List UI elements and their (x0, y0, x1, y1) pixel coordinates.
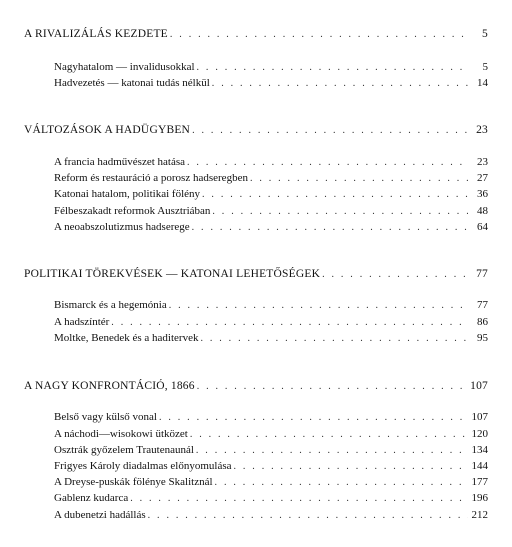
entry-title: A hadszíntér (54, 316, 110, 328)
dot-leader (190, 429, 468, 441)
chapter-page-number: 23 (476, 124, 488, 136)
entry-page-number: 77 (477, 299, 488, 311)
entry-page-number: 134 (471, 444, 488, 456)
toc-entry (54, 76, 488, 90)
toc-entry (54, 491, 488, 505)
entry-page-number: 212 (471, 509, 488, 521)
entry-page-number: 196 (471, 492, 488, 504)
chapter-title: A RIVALIZÁLÁS KEZDETE (24, 28, 168, 40)
toc-entry (54, 475, 488, 489)
toc-chapter (24, 27, 488, 41)
toc-entry (54, 60, 488, 74)
toc-entry (54, 187, 488, 201)
entry-title: Katonai hatalom, politikai fölény (54, 188, 201, 200)
dot-leader (196, 445, 468, 457)
dot-leader (169, 300, 468, 312)
dot-leader (212, 78, 468, 90)
entry-page-number: 95 (477, 332, 488, 344)
toc-entry (54, 204, 488, 218)
entry-title: Osztrák győzelem Trautenaunál (54, 444, 194, 456)
toc-entry (54, 220, 488, 234)
toc-entry (54, 459, 488, 473)
toc-entry (54, 427, 488, 441)
entry-title: A francia hadművészet hatása (54, 156, 186, 168)
chapter-page-number: 5 (482, 28, 488, 40)
dot-leader (170, 29, 468, 41)
toc-entry (54, 443, 488, 457)
entry-page-number: 27 (477, 172, 488, 184)
entry-title: Reform és restauráció a porosz hadseregben (54, 172, 248, 184)
toc-entry (54, 298, 488, 312)
entry-page-number: 14 (477, 77, 488, 89)
toc-chapter (24, 123, 488, 137)
dot-leader (187, 157, 468, 169)
toc-entry (54, 155, 488, 169)
dot-leader (197, 62, 468, 74)
dot-leader (234, 461, 469, 473)
entry-page-number: 64 (477, 221, 488, 233)
toc-chapter (24, 267, 488, 281)
dot-leader (322, 269, 468, 281)
dot-leader (197, 381, 468, 393)
chapter-title: VÁLTOZÁSOK A HADÜGYBEN (24, 124, 191, 136)
chapter-title: POLITIKAI TÖREKVÉSEK — KATONAI LEHETŐSÉGEK (24, 268, 321, 280)
entry-page-number: 36 (477, 188, 488, 200)
toc-entry (54, 410, 488, 424)
entry-title: A neoabszolutizmus hadserege (54, 221, 190, 233)
entry-title: Nagyhatalom — invalidusokkal (54, 61, 195, 73)
entry-title: Frigyes Károly diadalmas előnyomulása (54, 460, 232, 472)
chapter-page-number: 77 (476, 268, 488, 280)
toc-entry (54, 331, 488, 345)
toc-chapter (24, 379, 488, 393)
dot-leader (200, 333, 468, 345)
entry-title: Bismarck és a hegemónia (54, 299, 167, 311)
dot-leader (130, 493, 468, 505)
dot-leader (192, 125, 468, 137)
dot-leader (111, 317, 468, 329)
entry-page-number: 5 (482, 61, 488, 73)
dot-leader (215, 477, 468, 489)
entry-page-number: 107 (471, 411, 488, 423)
entry-title: Belső vagy külső vonal (54, 411, 157, 423)
toc-entry (54, 508, 488, 522)
toc-entry (54, 171, 488, 185)
toc-entry (54, 315, 488, 329)
entry-title: Moltke, Benedek és a haditervek (54, 332, 199, 344)
entry-page-number: 120 (471, 428, 488, 440)
entry-title: A Dreyse-puskák fölénye Skalitznál (54, 476, 213, 488)
entry-title: A náchodi—wisokowi ütközet (54, 428, 188, 440)
dot-leader (192, 222, 468, 234)
entry-title: Gablenz kudarca (54, 492, 129, 504)
entry-page-number: 144 (471, 460, 488, 472)
dot-leader (202, 189, 468, 201)
dot-leader (148, 510, 468, 522)
dot-leader (212, 206, 468, 218)
chapter-page-number: 107 (470, 380, 488, 392)
entry-title: Hadvezetés — katonai tudás nélkül (54, 77, 210, 89)
entry-page-number: 23 (477, 156, 488, 168)
entry-title: Félbeszakadt reformok Ausztriában (54, 205, 211, 217)
dot-leader (159, 412, 468, 424)
dot-leader (250, 173, 468, 185)
entry-page-number: 48 (477, 205, 488, 217)
entry-page-number: 86 (477, 316, 488, 328)
chapter-title: A NAGY KONFRONTÁCIÓ, 1866 (24, 380, 195, 392)
entry-title: A dubenetzi hadállás (54, 509, 146, 521)
entry-page-number: 177 (471, 476, 488, 488)
